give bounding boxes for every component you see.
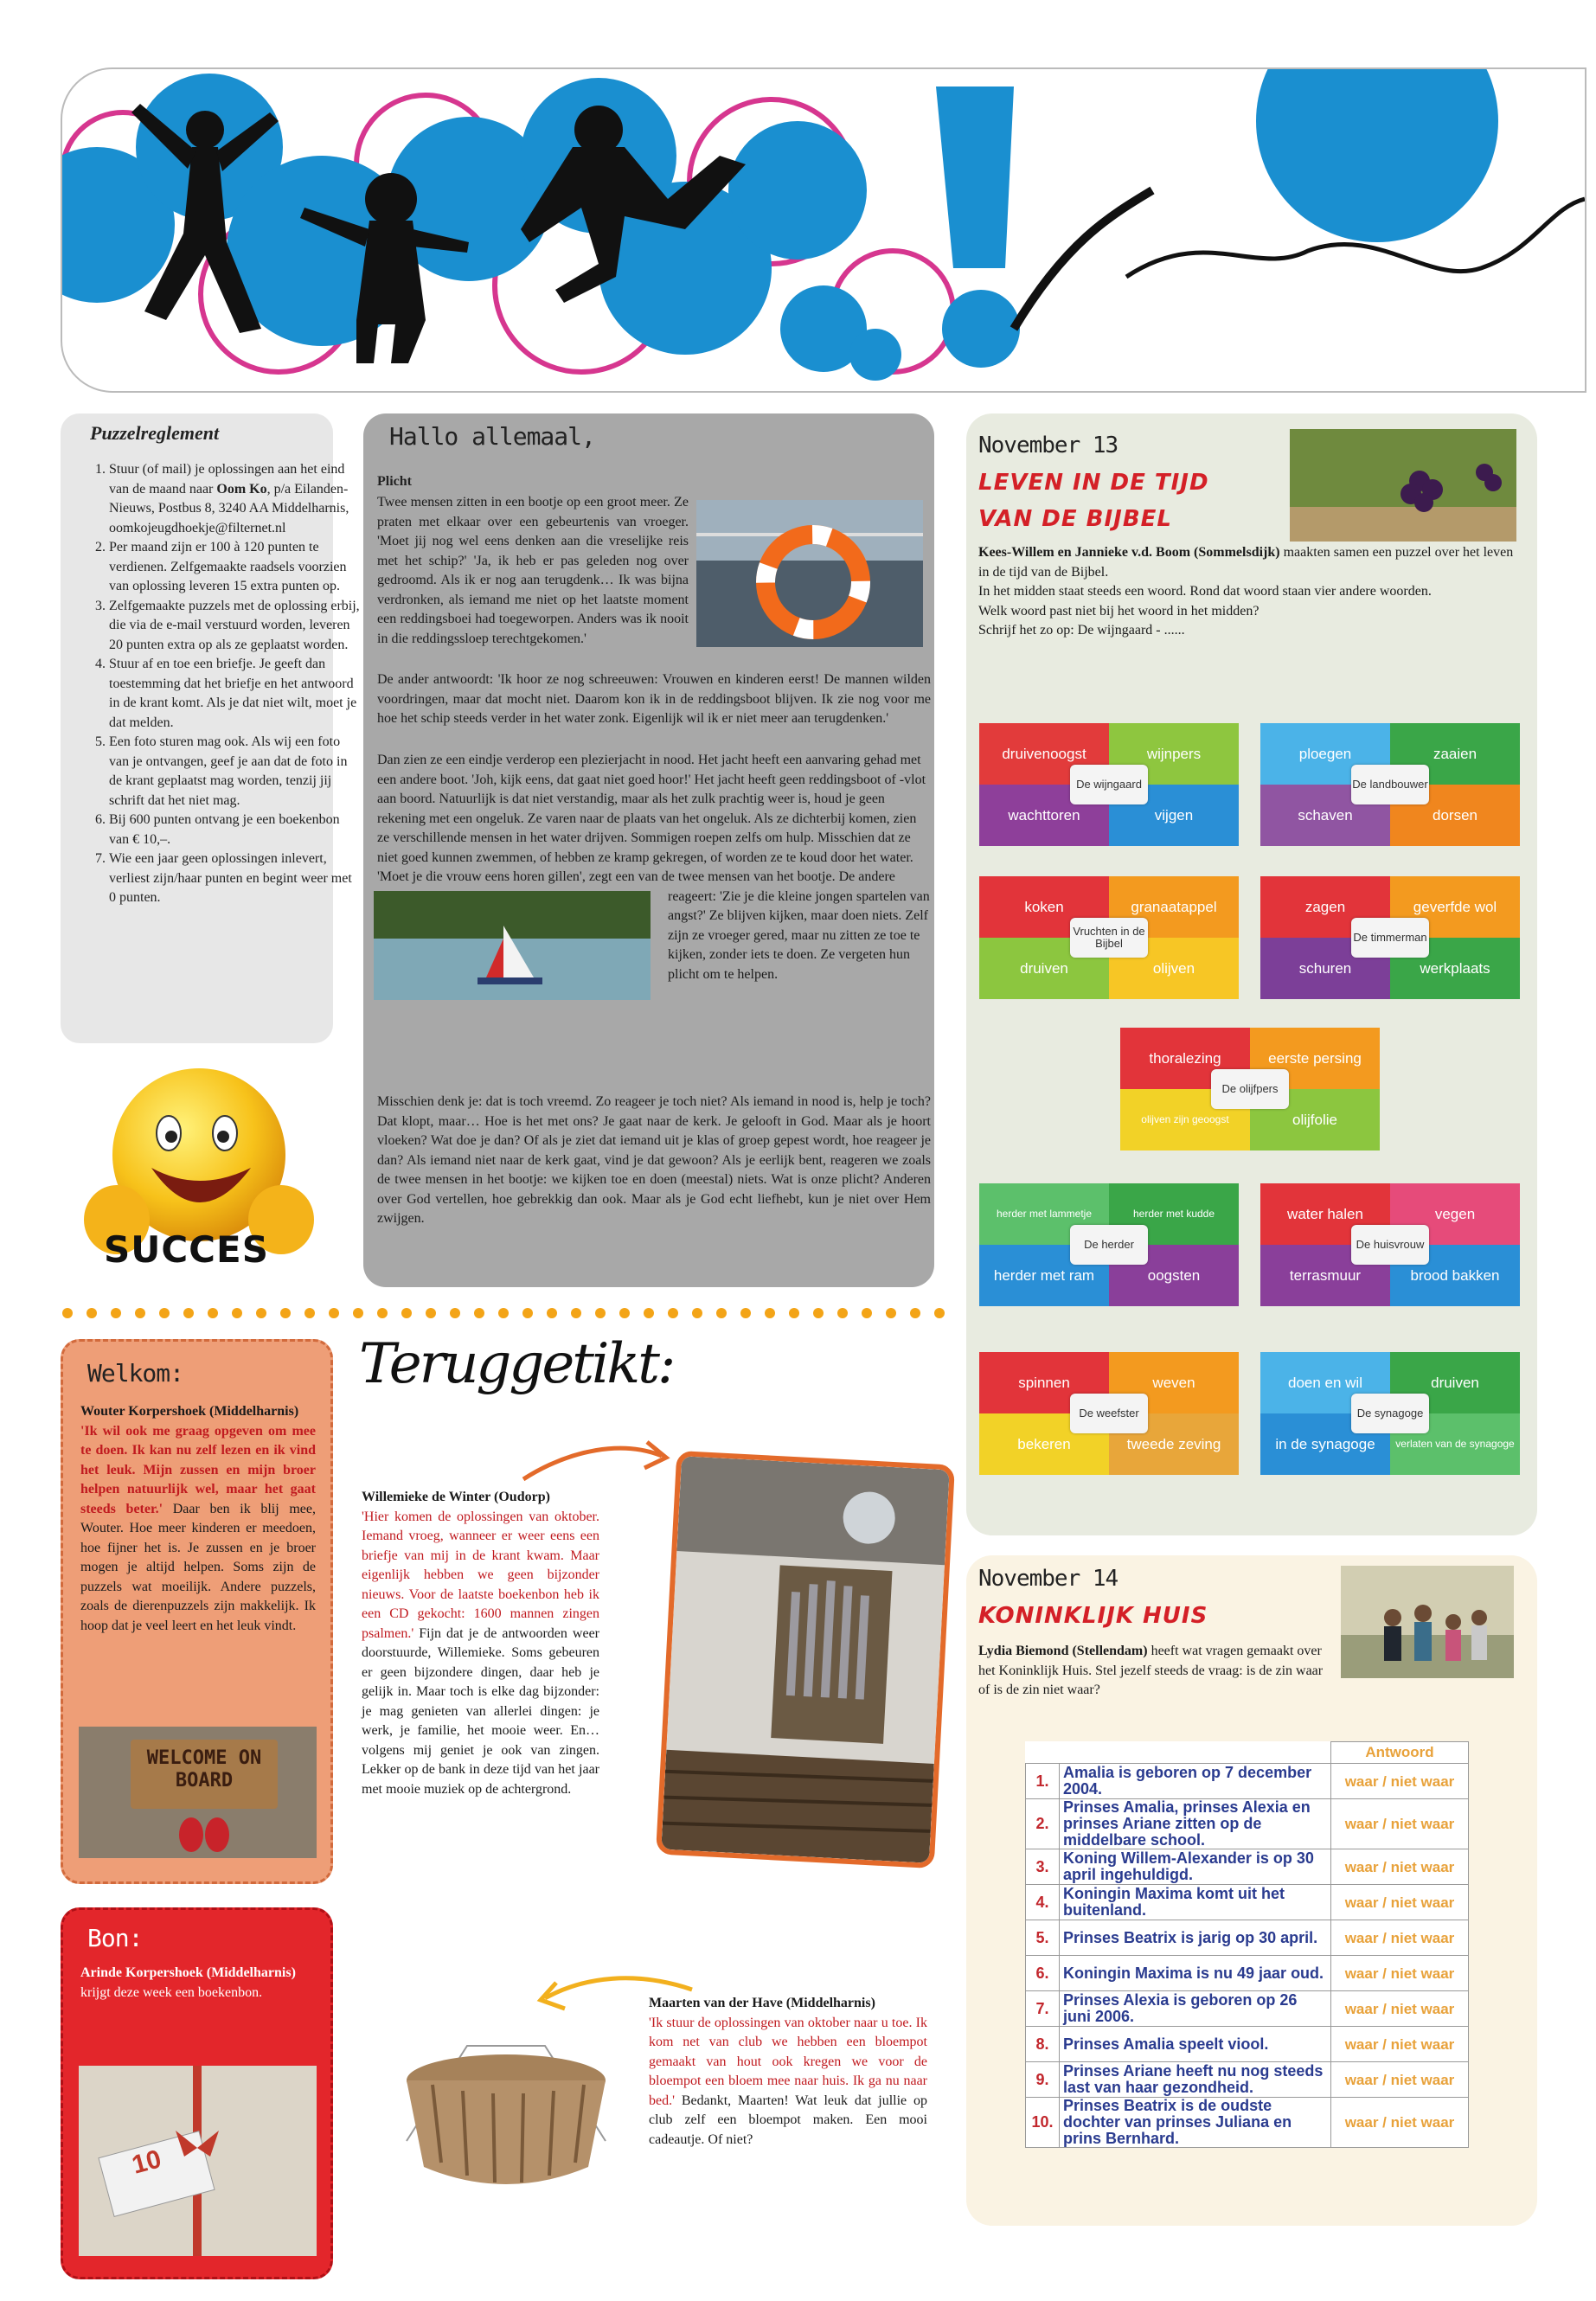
quiz-number: 8.	[1026, 2027, 1060, 2062]
divider-dot	[280, 1308, 291, 1318]
welkom-panel	[61, 1339, 333, 1884]
grid-word: herder met kudde	[1109, 1183, 1239, 1245]
divider-dot	[474, 1308, 484, 1318]
nov13-authors: Kees-Willem en Jannieke v.d. Boom (Sommelsdijk)	[978, 545, 1280, 560]
hallo-panel	[363, 413, 934, 1287]
grid-word: zagen	[1260, 876, 1390, 938]
divider-dot	[862, 1308, 872, 1318]
nov14-panel	[966, 1555, 1537, 2226]
flowerpot-photo	[381, 2011, 631, 2206]
nov13-instruction-1: In het midden staat steeds een woord. Rond dat woord staan vier andere woorden.	[978, 584, 1432, 599]
divider-dot	[498, 1308, 509, 1318]
grid-word: zaaien	[1390, 723, 1520, 785]
bon-text: krijgt deze week een boekenbon.	[80, 1984, 263, 2000]
grid-word: dorsen	[1390, 785, 1520, 846]
teruggetikt-title: Teruggetikt:	[359, 1332, 674, 1396]
nov14-author: Lydia Biemond (Stellendam)	[978, 1644, 1148, 1658]
grid-word: olijven	[1109, 938, 1239, 999]
grid-center-word: De herder	[1070, 1225, 1148, 1265]
grid-word: olijven zijn geoogst	[1120, 1089, 1250, 1150]
grid-word: werkplaats	[1390, 938, 1520, 999]
willemieke-letter	[362, 1488, 599, 1799]
grid-word: weven	[1109, 1352, 1239, 1413]
divider-dot	[377, 1308, 388, 1318]
voucher-value: 10	[129, 2144, 164, 2180]
grid-word: ploegen	[1260, 723, 1390, 785]
quiz-answer: waar / niet waar	[1331, 1799, 1469, 1849]
succes-label: SUCCES	[104, 1228, 269, 1271]
quiz-number: 1.	[1026, 1764, 1060, 1799]
quiz-row	[1026, 2098, 1469, 2148]
maarten-reply: Bedankt, Maarten! Wat leuk dat jullie op club zelf een bloempot maken. Een mooi cadeautje. Of niet?	[649, 2093, 927, 2147]
bon-title: Bon:	[87, 1924, 143, 1952]
divider-dot	[644, 1308, 654, 1318]
quiz-question: Prinses Beatrix is de oudste dochter van prinses Juliana en prins Bernhard.	[1060, 2098, 1331, 2148]
divider-dot	[765, 1308, 775, 1318]
divider-dot	[304, 1308, 315, 1318]
grid-word: oogsten	[1109, 1245, 1239, 1306]
answer-header: Antwoord	[1331, 1742, 1469, 1764]
grid-word: schaven	[1260, 785, 1390, 846]
grid-word: eerste persing	[1250, 1028, 1380, 1089]
maarten-quote: 'Ik stuur de oplossingen van oktober naar u toe. Ik kom net van club we hebben een bloempot gemaakt van hout ook kregen we voor de bloempot een bloem mee naar huis. Ik ga nu naar bed.'	[649, 2015, 927, 2108]
welkom-quote: 'Ik wil ook me graag opgeven om mee te doen. Ik kan nu zelf lezen en ik vind het leuk. Mijn zussen en mijn broer helpen natuurlijk wel, maar het gaat steeds beter.'	[80, 1423, 316, 1516]
divider-dot	[329, 1308, 339, 1318]
divider-dot	[111, 1308, 121, 1318]
mat-text: WELCOME ON BOARD	[146, 1747, 262, 1791]
quiz-row	[1026, 1885, 1469, 1920]
grid-center-word: De olijfpers	[1211, 1069, 1289, 1109]
grid-word: terrasmuur	[1260, 1245, 1390, 1306]
grid-word: wachttoren	[979, 785, 1109, 846]
word-grid	[1260, 1352, 1520, 1475]
quiz-row	[1026, 1956, 1469, 1991]
rule-item: 2. Per maand zijn er 100 à 120 punten te verdienen. Zelfgemaakte raadsels voorzien van oplossing leveren 15 extra punten op.	[109, 538, 360, 597]
divider-dot	[692, 1308, 702, 1318]
quiz-table-wrap	[1025, 1741, 1469, 2148]
quiz-number: 6.	[1026, 1956, 1060, 1991]
maarten-name: Maarten van der Have (Middelharnis)	[649, 1996, 875, 2010]
quiz-question: Koningin Maxima is nu 49 jaar oud.	[1060, 1956, 1331, 1991]
rules-list	[74, 460, 360, 908]
grid-word: herder met ram	[979, 1245, 1109, 1306]
rule-item	[109, 460, 360, 538]
nov14-intro-text: heeft wat vragen gemaakt over het Koninklijk Huis. Stel jezelf steeds de vraag: is de zin waar of is de zin niet waar?	[978, 1644, 1324, 1697]
willemieke-name: Willemieke de Winter (Oudorp)	[362, 1490, 550, 1504]
nov13-title-1: LEVEN IN DE TIJD	[978, 470, 1209, 496]
divider-dot	[716, 1308, 727, 1318]
divider-dot	[571, 1308, 581, 1318]
hallo-subtitle: Plicht	[377, 474, 412, 489]
grid-word: verlaten van de synagoge	[1390, 1413, 1520, 1475]
hallo-paragraph-3-wrap	[377, 751, 931, 997]
word-grid	[979, 723, 1239, 846]
grid-word: druiven	[1390, 1352, 1520, 1413]
welcome-mat-photo	[79, 1727, 317, 1858]
divider-dot	[450, 1308, 460, 1318]
welkom-name: Wouter Korpershoek (Middelharnis)	[80, 1404, 299, 1419]
rule-item: 3. Zelfgemaakte puzzels met de oplossing erbij, die via de e-mail verstuurd worden, leveren 20 punten extra op als ze geplaatst worden.	[109, 597, 360, 656]
grid-word: in de synagoge	[1260, 1413, 1390, 1475]
church-organ-photo	[656, 1451, 955, 1868]
rules-title: Puzzelreglement	[90, 422, 220, 444]
divider-dot	[595, 1308, 606, 1318]
divider-dot	[668, 1308, 678, 1318]
quiz-answer: waar / niet waar	[1331, 2098, 1469, 2148]
word-grid	[979, 1183, 1239, 1306]
rule-text-post: , p/a Eilanden-Nieuws, Postbus 8, 3240 AA Middelharnis, oomkojeugdhoekje@filternet.nl	[109, 481, 349, 535]
dotted-divider	[61, 1304, 952, 1322]
rule-item: 5. Een foto sturen mag ook. Als wij een foto van je ontvangen, geef je aan dat de foto in de krant geplaatst mag worden, tenzij jij schrift dat het niet mag.	[109, 733, 360, 811]
quiz-number: 4.	[1026, 1885, 1060, 1920]
quiz-row	[1026, 2027, 1469, 2062]
hallo-paragraph-2: De ander antwoordt: 'Ik hoor ze nog schreeuwen: Vrouwen en kinderen eerst! De mannen wilden voordringen, maar dat mocht niet. Daarom kon ik in de reddingsboot blijven. Ik zie nog voor me hoe het schip steeds verder in het water zonk. Eigenlijk wil ik er niet meer aan terugdenken.'	[377, 672, 931, 726]
grid-word: herder met lammetje	[979, 1183, 1109, 1245]
willemieke-quote: 'Hier komen de oplossingen van oktober. Iemand vroeg, wanneer er weer eens een briefje van mij in de krant kwam. Maar eigenlijk hebben we geen bijzonder nieuws. Voor de laatste boekenbon heb ik een CD gekocht: 1600 mannen zingen psalmen.'	[362, 1509, 599, 1641]
quiz-row	[1026, 2062, 1469, 2098]
divider-dot	[159, 1308, 170, 1318]
word-grid	[1120, 1028, 1380, 1150]
grid-word: koken	[979, 876, 1109, 938]
quiz-answer: waar / niet waar	[1331, 2062, 1469, 2098]
grid-word: thoralezing	[1120, 1028, 1250, 1089]
divider-dot	[740, 1308, 751, 1318]
royal-family-photo	[1341, 1566, 1514, 1678]
rule-item: 7. Wie een jaar geen oplossingen inlevert, verliest zijn/haar punten en begint weer met 0 punten.	[109, 849, 360, 908]
quiz-number: 9.	[1026, 2062, 1060, 2098]
grid-center-word: De wijngaard	[1070, 765, 1148, 804]
grid-word: brood bakken	[1390, 1245, 1520, 1306]
welkom-reply: Daar ben ik blij mee, Wouter. Hoe meer kinderen er meedoen, hoe fijner het is. Je zussen en je broer mogen je altijd helpen. Soms zijn de puzzels wat moeilijk. Andere puzzels, zoals de dierenpuzzels zijn makkelijk. Ik hoop dat je veel leert en het leuk vindt.	[80, 1501, 316, 1633]
rule-item: 6. Bij 600 punten ontvang je een boekenbon van € 10,–.	[109, 811, 360, 849]
quiz-number: 5.	[1026, 1920, 1060, 1956]
quiz-row	[1026, 1849, 1469, 1885]
quiz-answer: waar / niet waar	[1331, 1849, 1469, 1885]
nov13-date: November 13	[978, 433, 1118, 458]
divider-dot	[522, 1308, 533, 1318]
quiz-answer: waar / niet waar	[1331, 1991, 1469, 2027]
divider-dot	[183, 1308, 194, 1318]
hallo-paragraph-4: Misschien denk je: dat is toch vreemd. Zo reageer je toch niet? Als iemand in nood is, help je toch? Dat klopt, maar… Hoe is het met ons? Je gaat naar de kerk. Je gelooft in God. Maar als je hoort vloeken? Wat doe je dan? Of als je ziet dat iemand uit je klas of groep gepest wordt, hoe reageer je dan? Als iemand niet naar de kerk gaat, vind je dat gewoon? Als je eerlijk bent, reageren we zoals de twee mensen in het bootje: we kijken toe en doen (meestal) niets. Wat is onze plicht? Anderen over God vertellen, hoe gebrekkig dan ook. Maar als je God echt liefhebt, kun je niet over Hem zwijgen.	[377, 1094, 931, 1226]
quiz-answer: waar / niet waar	[1331, 1920, 1469, 1956]
divider-dot	[135, 1308, 145, 1318]
grid-center-word: De landbouwer	[1351, 765, 1429, 804]
divider-dot	[886, 1308, 896, 1318]
divider-dot	[208, 1308, 218, 1318]
quiz-question: Prinses Ariane heeft nu nog steeds last van haar gezondheid.	[1060, 2062, 1331, 2098]
grid-word: water halen	[1260, 1183, 1390, 1245]
nov13-title-2: VAN DE BIJBEL	[978, 506, 1172, 532]
quiz-number: 7.	[1026, 1991, 1060, 2027]
quiz-number: 3.	[1026, 1849, 1060, 1885]
rules-panel	[61, 413, 360, 1043]
word-grid	[1260, 723, 1520, 846]
welkom-title: Welkom:	[87, 1359, 184, 1388]
grid-center-word: De huisvrouw	[1351, 1225, 1429, 1265]
grid-center-word: De timmerman	[1351, 918, 1429, 958]
divider-dot	[837, 1308, 848, 1318]
grid-word: wijnpers	[1109, 723, 1239, 785]
word-grid	[979, 1352, 1239, 1475]
divider-dot	[401, 1308, 412, 1318]
word-grid	[1260, 876, 1520, 999]
nov14-title: KONINKLIJK HUIS	[978, 1603, 1208, 1629]
nov13-instruction-3: Schrijf het zo op: De wijngaard - ......	[978, 623, 1185, 638]
quiz-row	[1026, 1799, 1469, 1849]
quiz-answer: waar / niet waar	[1331, 1764, 1469, 1799]
nov13-instruction-2: Welk woord past niet bij het woord in het midden?	[978, 603, 1259, 619]
grid-word: vegen	[1390, 1183, 1520, 1245]
quiz-question: Prinses Alexia is geboren op 26 juni 2006.	[1060, 1991, 1331, 2027]
welkom-body	[80, 1402, 316, 1636]
quiz-question: Prinses Amalia, prinses Alexia en prinses Ariane zitten op de middelbare school.	[1060, 1799, 1331, 1849]
bon-name: Arinde Korpershoek (Middelharnis)	[80, 1965, 296, 1980]
divider-dot	[813, 1308, 824, 1318]
lifebuoy-photo	[696, 500, 923, 647]
grid-word: schuren	[1260, 938, 1390, 999]
quiz-number: 2.	[1026, 1799, 1060, 1849]
grid-word: bekeren	[979, 1413, 1109, 1475]
quiz-question: Koningin Maxima komt uit het buitenland.	[1060, 1885, 1331, 1920]
quiz-question: Prinses Beatrix is jarig op 30 april.	[1060, 1920, 1331, 1956]
rule-bold: Oom Ko	[216, 481, 267, 497]
grid-word: olijfolie	[1250, 1089, 1380, 1150]
quiz-answer: waar / niet waar	[1331, 1885, 1469, 1920]
grid-word: tweede zeving	[1109, 1413, 1239, 1475]
grid-word: doen en wil	[1260, 1352, 1390, 1413]
hallo-title: Hallo allemaal,	[389, 422, 595, 451]
maarten-letter	[649, 1994, 927, 2150]
divider-dot	[62, 1308, 73, 1318]
divider-dot	[232, 1308, 242, 1318]
arrow-icon	[519, 1432, 675, 1492]
quiz-answer: waar / niet waar	[1331, 1956, 1469, 1991]
hallo-paragraph-1: Twee mensen zitten in een bootje op een groot meer. Ze praten met elkaar over een gebeurtenis van vroeger. 'Moet jij nog wel eens denken aan die vreselijke reis met het schip?' 'Ja, ik heb er pas geleden nog over gedroomd. Als ik er nog aan terugdenk… Ik was bijna verdronken, als iemand me niet op het laatste moment een reddingsboei had toegeworpen. Anders was ik nooit in die reddingssloep terechtgekomen.'	[377, 495, 689, 646]
grid-center-word: De weefster	[1070, 1394, 1148, 1433]
quiz-question: Prinses Amalia speelt viool.	[1060, 2027, 1331, 2062]
word-grid	[1260, 1183, 1520, 1306]
grid-word: druiven	[979, 938, 1109, 999]
word-grid	[979, 876, 1239, 999]
rule-item: 4. Stuur af en toe een briefje. Je geeft dan toestemming dat het briefje en het antwoord in de krant komt. Als je dat niet wilt, moet je dat melden.	[109, 655, 360, 733]
divider-dot	[619, 1308, 630, 1318]
grid-word: spinnen	[979, 1352, 1109, 1413]
divider-dot	[934, 1308, 945, 1318]
nov13-intro-text: maakten samen een puzzel over het leven in de tijd van de Bijbel.	[978, 545, 1514, 580]
nov14-intro	[978, 1642, 1333, 1701]
banner-illustration	[62, 69, 1585, 391]
grid-word: geverfde wol	[1390, 876, 1520, 938]
divider-dot	[256, 1308, 266, 1318]
voucher-photo	[79, 2066, 317, 2256]
nov13-intro	[978, 543, 1515, 641]
quiz-row	[1026, 1920, 1469, 1956]
quiz-answer: waar / niet waar	[1331, 2027, 1469, 2062]
divider-dot	[426, 1308, 436, 1318]
divider-dot	[87, 1308, 97, 1318]
quiz-number: 10.	[1026, 2098, 1060, 2148]
divider-dot	[353, 1308, 363, 1318]
divider-dot	[910, 1308, 920, 1318]
quiz-row	[1026, 1764, 1469, 1799]
nov13-panel	[966, 413, 1537, 1535]
grid-word: vijgen	[1109, 785, 1239, 846]
willemieke-reply: Fijn dat je de antwoorden weer doorstuurde, Willemieke. Soms gebeuren er geen bijzondere dingen, daar heb je gelijk in. Maar toch is elke dag bijzonder: je mag genieten van allerlei dingen: je werk, je familie, het mooie weer. En… volgens mij geniet je ook van zingen. Lekker op de bank in deze tijd van het jaar met mooie muziek op de achtergrond.	[362, 1625, 599, 1797]
divider-dot	[789, 1308, 799, 1318]
bon-body	[80, 1964, 316, 2003]
bon-panel	[61, 1907, 333, 2279]
divider-dot	[547, 1308, 557, 1318]
rule-text: Stuur (of mail) je oplossingen aan het eind van de maand naar	[109, 462, 345, 497]
succes-smiley	[69, 1064, 329, 1280]
nov14-date: November 14	[978, 1566, 1118, 1592]
hallo-paragraph-3: Dan zien ze een eindje verderop een plezierjacht in nood. Het jacht heeft een aanvaring gehad met een andere boot. 'Joh, kijk eens, dat gaat niet goed hoor!' Het jacht heeft geen reddingsboot of -vlot aan boord. Natuurlijk is dat niet verstandig, maar als het zulk prachtig weer is, houd je geen rekening met een ongeluk. Ze varen naar de plaats van het ongeluk. Als ze dichterbij komen, zien ze verschillende mensen in het water drijven. Sommigen roepen zelfs om hulp. Misschien dat ze niet goed kunnen zwemmen, of hebben ze kramp gekregen, of worden ze te koud door het water. 'Moet je die vrouw eens horen gillen', zegt een van de twee mensen van het bootje. De andere reageert: 'Zie je die kleine jongen spartelen van angst?' Ze blijven kijken, maar doen niets. Zelf zijn ze vroeger gered, maar nu zitten ze toe te kijken, zonder iets te doen. Ze vergeten hun plicht om te helpen.	[377, 753, 930, 982]
quiz-question: Koning Willem-Alexander is op 30 april ingehuldigd.	[1060, 1849, 1331, 1885]
header-banner	[61, 67, 1586, 393]
quiz-question: Amalia is geboren op 7 december 2004.	[1060, 1764, 1331, 1799]
grid-center-word: De synagoge	[1351, 1394, 1429, 1433]
vineyard-photo	[1290, 429, 1516, 542]
grid-word: druivenoogst	[979, 723, 1109, 785]
quiz-table	[1025, 1741, 1469, 2148]
grid-center-word: Vruchten in de Bijbel	[1070, 918, 1148, 958]
grid-word: granaatappel	[1109, 876, 1239, 938]
quiz-row	[1026, 1991, 1469, 2027]
